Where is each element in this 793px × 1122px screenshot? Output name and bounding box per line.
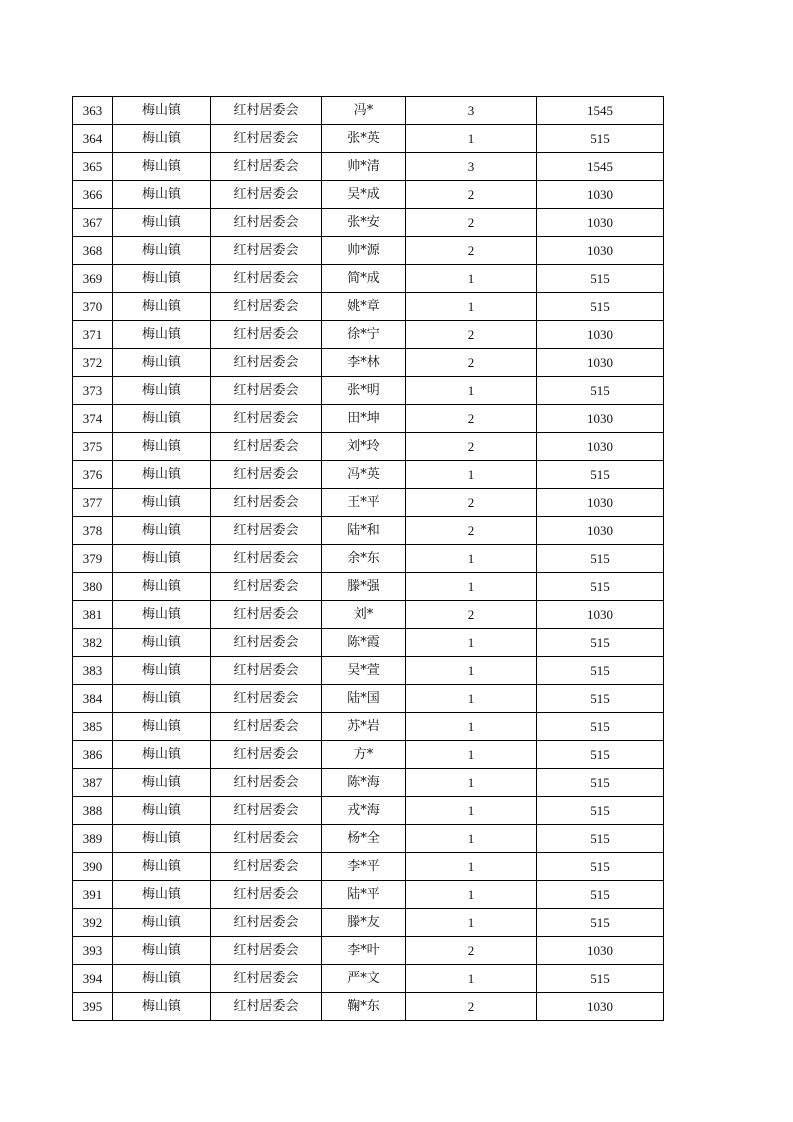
town-cell: 梅山镇 [113, 713, 211, 741]
committee-cell: 红村居委会 [211, 349, 322, 377]
amount-cell: 515 [537, 657, 664, 685]
committee-cell: 红村居委会 [211, 713, 322, 741]
name-cell: 余*东 [322, 545, 406, 573]
row-number-cell: 382 [73, 629, 113, 657]
amount-cell: 1545 [537, 153, 664, 181]
row-number-cell: 394 [73, 965, 113, 993]
committee-cell: 红村居委会 [211, 125, 322, 153]
town-cell: 梅山镇 [113, 937, 211, 965]
amount-cell: 1030 [537, 209, 664, 237]
town-cell: 梅山镇 [113, 601, 211, 629]
town-cell: 梅山镇 [113, 993, 211, 1021]
household-count-cell: 1 [406, 125, 537, 153]
household-count-cell: 1 [406, 965, 537, 993]
committee-cell: 红村居委会 [211, 545, 322, 573]
amount-cell: 515 [537, 573, 664, 601]
town-cell: 梅山镇 [113, 853, 211, 881]
committee-cell: 红村居委会 [211, 937, 322, 965]
name-cell: 田*坤 [322, 405, 406, 433]
household-count-cell: 1 [406, 713, 537, 741]
row-number-cell: 371 [73, 321, 113, 349]
table-row [73, 97, 664, 125]
table-row [73, 405, 664, 433]
town-cell: 梅山镇 [113, 965, 211, 993]
amount-cell: 515 [537, 741, 664, 769]
row-number-cell: 377 [73, 489, 113, 517]
committee-cell: 红村居委会 [211, 881, 322, 909]
name-cell: 鞠*东 [322, 993, 406, 1021]
household-count-cell: 2 [406, 181, 537, 209]
committee-cell: 红村居委会 [211, 489, 322, 517]
row-number-cell: 368 [73, 237, 113, 265]
table-row [73, 629, 664, 657]
committee-cell: 红村居委会 [211, 993, 322, 1021]
household-count-cell: 2 [406, 321, 537, 349]
town-cell: 梅山镇 [113, 153, 211, 181]
household-count-cell: 2 [406, 433, 537, 461]
amount-cell: 515 [537, 797, 664, 825]
row-number-cell: 374 [73, 405, 113, 433]
name-cell: 李*林 [322, 349, 406, 377]
name-cell: 帅*清 [322, 153, 406, 181]
amount-cell: 515 [537, 265, 664, 293]
town-cell: 梅山镇 [113, 377, 211, 405]
household-count-cell: 2 [406, 993, 537, 1021]
row-number-cell: 387 [73, 769, 113, 797]
household-count-cell: 1 [406, 573, 537, 601]
table-row [73, 377, 664, 405]
committee-cell: 红村居委会 [211, 853, 322, 881]
table-row [73, 461, 664, 489]
amount-cell: 515 [537, 685, 664, 713]
name-cell: 帅*源 [322, 237, 406, 265]
amount-cell: 515 [537, 825, 664, 853]
table-row [73, 937, 664, 965]
town-cell: 梅山镇 [113, 769, 211, 797]
table-row [73, 713, 664, 741]
amount-cell: 515 [537, 125, 664, 153]
table-row [73, 321, 664, 349]
committee-cell: 红村居委会 [211, 825, 322, 853]
row-number-cell: 381 [73, 601, 113, 629]
amount-cell: 515 [537, 293, 664, 321]
town-cell: 梅山镇 [113, 237, 211, 265]
name-cell: 滕*友 [322, 909, 406, 937]
amount-cell: 515 [537, 545, 664, 573]
name-cell: 刘* [322, 601, 406, 629]
row-number-cell: 379 [73, 545, 113, 573]
row-number-cell: 391 [73, 881, 113, 909]
name-cell: 陆*和 [322, 517, 406, 545]
name-cell: 戎*海 [322, 797, 406, 825]
town-cell: 梅山镇 [113, 349, 211, 377]
row-number-cell: 363 [73, 97, 113, 125]
household-count-cell: 2 [406, 405, 537, 433]
table-row [73, 685, 664, 713]
town-cell: 梅山镇 [113, 265, 211, 293]
table-row [73, 825, 664, 853]
name-cell: 严*文 [322, 965, 406, 993]
amount-cell: 515 [537, 965, 664, 993]
table-row [73, 517, 664, 545]
row-number-cell: 375 [73, 433, 113, 461]
name-cell: 徐*宁 [322, 321, 406, 349]
amount-cell: 1030 [537, 433, 664, 461]
name-cell: 张*英 [322, 125, 406, 153]
table-row [73, 909, 664, 937]
committee-cell: 红村居委会 [211, 321, 322, 349]
name-cell: 张*明 [322, 377, 406, 405]
name-cell: 吴*成 [322, 181, 406, 209]
committee-cell: 红村居委会 [211, 461, 322, 489]
amount-cell: 515 [537, 461, 664, 489]
name-cell: 刘*玲 [322, 433, 406, 461]
committee-cell: 红村居委会 [211, 153, 322, 181]
table-row [73, 853, 664, 881]
household-count-cell: 1 [406, 629, 537, 657]
row-number-cell: 367 [73, 209, 113, 237]
town-cell: 梅山镇 [113, 881, 211, 909]
committee-cell: 红村居委会 [211, 517, 322, 545]
data-table [72, 96, 664, 1021]
row-number-cell: 384 [73, 685, 113, 713]
household-count-cell: 3 [406, 97, 537, 125]
amount-cell: 1030 [537, 321, 664, 349]
name-cell: 陈*霞 [322, 629, 406, 657]
amount-cell: 1030 [537, 993, 664, 1021]
town-cell: 梅山镇 [113, 685, 211, 713]
household-count-cell: 1 [406, 769, 537, 797]
committee-cell: 红村居委会 [211, 657, 322, 685]
amount-cell: 1545 [537, 97, 664, 125]
table-row [73, 993, 664, 1021]
town-cell: 梅山镇 [113, 405, 211, 433]
committee-cell: 红村居委会 [211, 629, 322, 657]
committee-cell: 红村居委会 [211, 265, 322, 293]
household-count-cell: 2 [406, 489, 537, 517]
row-number-cell: 395 [73, 993, 113, 1021]
name-cell: 吴*萱 [322, 657, 406, 685]
household-count-cell: 1 [406, 825, 537, 853]
town-cell: 梅山镇 [113, 125, 211, 153]
town-cell: 梅山镇 [113, 321, 211, 349]
table-row [73, 433, 664, 461]
row-number-cell: 385 [73, 713, 113, 741]
amount-cell: 1030 [537, 517, 664, 545]
household-count-cell: 1 [406, 461, 537, 489]
town-cell: 梅山镇 [113, 657, 211, 685]
committee-cell: 红村居委会 [211, 965, 322, 993]
amount-cell: 515 [537, 377, 664, 405]
name-cell: 王*平 [322, 489, 406, 517]
town-cell: 梅山镇 [113, 97, 211, 125]
committee-cell: 红村居委会 [211, 909, 322, 937]
row-number-cell: 366 [73, 181, 113, 209]
table-row [73, 769, 664, 797]
committee-cell: 红村居委会 [211, 741, 322, 769]
household-count-cell: 2 [406, 601, 537, 629]
household-count-cell: 2 [406, 349, 537, 377]
household-count-cell: 2 [406, 517, 537, 545]
row-number-cell: 390 [73, 853, 113, 881]
household-count-cell: 1 [406, 853, 537, 881]
amount-cell: 1030 [537, 237, 664, 265]
town-cell: 梅山镇 [113, 629, 211, 657]
amount-cell: 1030 [537, 601, 664, 629]
household-count-cell: 1 [406, 797, 537, 825]
committee-cell: 红村居委会 [211, 797, 322, 825]
name-cell: 方* [322, 741, 406, 769]
name-cell: 张*安 [322, 209, 406, 237]
amount-cell: 1030 [537, 937, 664, 965]
town-cell: 梅山镇 [113, 461, 211, 489]
row-number-cell: 393 [73, 937, 113, 965]
table-row [73, 489, 664, 517]
table-row [73, 965, 664, 993]
amount-cell: 515 [537, 881, 664, 909]
table-row [73, 657, 664, 685]
town-cell: 梅山镇 [113, 489, 211, 517]
table-row [73, 237, 664, 265]
amount-cell: 1030 [537, 349, 664, 377]
name-cell: 简*成 [322, 265, 406, 293]
table-row [73, 573, 664, 601]
town-cell: 梅山镇 [113, 741, 211, 769]
table-row [73, 153, 664, 181]
table-row [73, 545, 664, 573]
household-count-cell: 2 [406, 209, 537, 237]
name-cell: 苏*岩 [322, 713, 406, 741]
committee-cell: 红村居委会 [211, 433, 322, 461]
row-number-cell: 389 [73, 825, 113, 853]
household-count-cell: 1 [406, 293, 537, 321]
amount-cell: 515 [537, 629, 664, 657]
household-count-cell: 2 [406, 937, 537, 965]
table-body [73, 97, 664, 1021]
amount-cell: 515 [537, 909, 664, 937]
table-row [73, 181, 664, 209]
row-number-cell: 380 [73, 573, 113, 601]
committee-cell: 红村居委会 [211, 97, 322, 125]
town-cell: 梅山镇 [113, 181, 211, 209]
row-number-cell: 378 [73, 517, 113, 545]
town-cell: 梅山镇 [113, 433, 211, 461]
amount-cell: 1030 [537, 181, 664, 209]
town-cell: 梅山镇 [113, 209, 211, 237]
committee-cell: 红村居委会 [211, 377, 322, 405]
town-cell: 梅山镇 [113, 573, 211, 601]
name-cell: 陆*国 [322, 685, 406, 713]
committee-cell: 红村居委会 [211, 685, 322, 713]
town-cell: 梅山镇 [113, 797, 211, 825]
row-number-cell: 370 [73, 293, 113, 321]
table-row [73, 125, 664, 153]
name-cell: 姚*章 [322, 293, 406, 321]
committee-cell: 红村居委会 [211, 769, 322, 797]
table-row [73, 293, 664, 321]
row-number-cell: 388 [73, 797, 113, 825]
row-number-cell: 376 [73, 461, 113, 489]
row-number-cell: 373 [73, 377, 113, 405]
household-count-cell: 1 [406, 265, 537, 293]
amount-cell: 1030 [537, 405, 664, 433]
name-cell: 李*平 [322, 853, 406, 881]
amount-cell: 1030 [537, 489, 664, 517]
name-cell: 冯*英 [322, 461, 406, 489]
table-row [73, 797, 664, 825]
committee-cell: 红村居委会 [211, 237, 322, 265]
household-count-cell: 1 [406, 545, 537, 573]
amount-cell: 515 [537, 769, 664, 797]
household-count-cell: 1 [406, 685, 537, 713]
table-row [73, 209, 664, 237]
household-count-cell: 2 [406, 237, 537, 265]
committee-cell: 红村居委会 [211, 209, 322, 237]
row-number-cell: 369 [73, 265, 113, 293]
table-row [73, 265, 664, 293]
name-cell: 杨*全 [322, 825, 406, 853]
row-number-cell: 372 [73, 349, 113, 377]
name-cell: 陆*平 [322, 881, 406, 909]
row-number-cell: 364 [73, 125, 113, 153]
name-cell: 陈*海 [322, 769, 406, 797]
name-cell: 李*叶 [322, 937, 406, 965]
row-number-cell: 383 [73, 657, 113, 685]
town-cell: 梅山镇 [113, 545, 211, 573]
table-row [73, 881, 664, 909]
amount-cell: 515 [537, 853, 664, 881]
row-number-cell: 392 [73, 909, 113, 937]
committee-cell: 红村居委会 [211, 573, 322, 601]
row-number-cell: 365 [73, 153, 113, 181]
household-count-cell: 1 [406, 377, 537, 405]
household-count-cell: 1 [406, 909, 537, 937]
committee-cell: 红村居委会 [211, 601, 322, 629]
table-row [73, 601, 664, 629]
committee-cell: 红村居委会 [211, 181, 322, 209]
household-count-cell: 1 [406, 881, 537, 909]
amount-cell: 515 [537, 713, 664, 741]
table-row [73, 741, 664, 769]
household-count-cell: 1 [406, 741, 537, 769]
town-cell: 梅山镇 [113, 825, 211, 853]
name-cell: 冯* [322, 97, 406, 125]
row-number-cell: 386 [73, 741, 113, 769]
name-cell: 滕*强 [322, 573, 406, 601]
town-cell: 梅山镇 [113, 293, 211, 321]
table-row [73, 349, 664, 377]
town-cell: 梅山镇 [113, 909, 211, 937]
town-cell: 梅山镇 [113, 517, 211, 545]
household-count-cell: 1 [406, 657, 537, 685]
committee-cell: 红村居委会 [211, 405, 322, 433]
household-count-cell: 3 [406, 153, 537, 181]
committee-cell: 红村居委会 [211, 293, 322, 321]
